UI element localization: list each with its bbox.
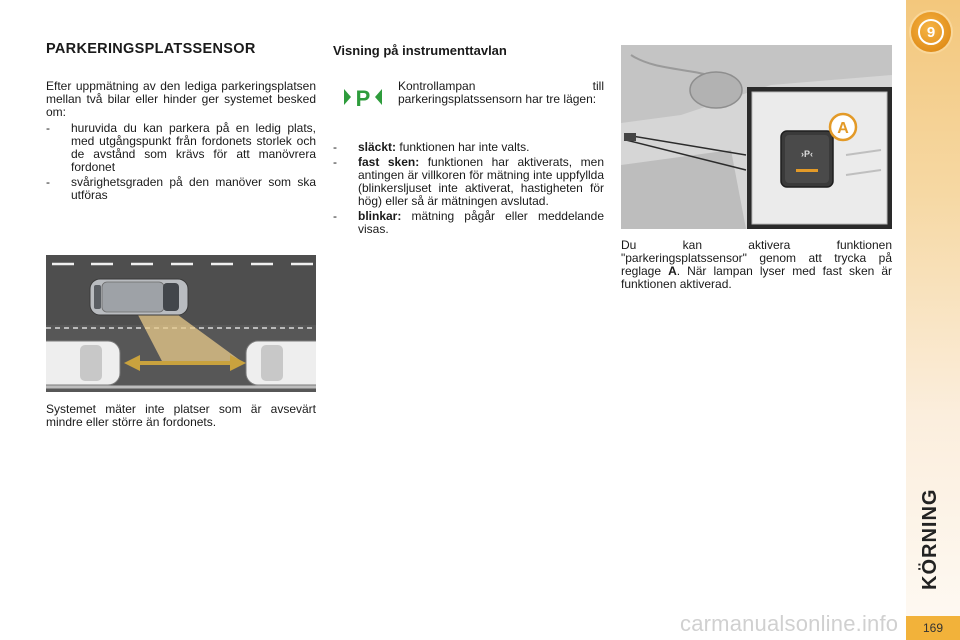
activation-text-1: Du kan aktivera funktionen "parkeringsplatssensor" genom att trycka på reglage [621, 238, 892, 278]
mode-dash: - [333, 140, 337, 154]
mode-text: funktionen har inte valts. [396, 140, 530, 154]
lamp-description: Kontrollampan till parkeringsplatssensorn har tre lägen: [398, 79, 604, 106]
activation-paragraph [621, 239, 892, 291]
bullet-text: huruvida du kan parkera på en ledig plats, med utgångspunkt från fordonets storlek och de avstånd som krävs för att manövrera fordonet [71, 121, 316, 174]
dashboard-button-photo [621, 45, 892, 229]
feature-bullet-list [46, 122, 316, 204]
activation-button-ref: A [668, 264, 677, 278]
mode-label: fast sken: [358, 155, 420, 169]
bullet-item [46, 176, 316, 202]
button-a-label: A [837, 120, 849, 137]
bullet-dash: - [46, 175, 50, 189]
lamp-mode-list [333, 141, 604, 238]
mode-text: funktionen har aktiverats, men antingen är villkoren för mätning inte uppfyllda (blinkersljuset inte aktiverat, hastigheten för hög) eller så är mätningen avslutad. [358, 155, 604, 208]
bullet-dash: - [46, 121, 50, 135]
parking-sensor-title: PARKERINGSPLATSSENSOR [46, 41, 256, 57]
parked-car-front [46, 341, 120, 385]
parking-gap-measurement-illustration [46, 255, 316, 392]
section-title: KÖRNING [919, 488, 941, 590]
svg-text:P: P [355, 86, 371, 110]
intro-paragraph: Efter uppmätning av den lediga parkeringsplatsen mellan två bilar eller hinder ger systemet besked om: [46, 79, 316, 119]
mode-dash: - [333, 155, 337, 169]
illustration-caption: Systemet mäter inte platser som är avsevärt mindre eller större än fordonets. [46, 402, 316, 429]
bullet-item [46, 122, 316, 174]
parking-sensor-indicator-icon [342, 84, 384, 110]
mode-dash: - [333, 209, 337, 223]
dashboard-photo-svg [621, 45, 892, 229]
mode-text: mätning pågår eller meddelande visas. [358, 209, 604, 236]
lamp-mode-item [333, 141, 604, 154]
chapter-badge [911, 12, 951, 52]
button-a-marker [830, 114, 856, 140]
lamp-mode-item [333, 156, 604, 208]
svg-text:›P‹: ›P‹ [801, 149, 813, 159]
page-number: 169 [906, 616, 960, 640]
activation-text-2: . När lampan lyser med fast sken är funktionen aktiverad. [621, 264, 892, 291]
measuring-car [90, 279, 188, 315]
mode-label: blinkar: [358, 209, 402, 223]
bullet-text: svårighetsgraden på den manöver som ska utföras [71, 175, 316, 202]
parking-gap-illustration-svg [46, 255, 316, 392]
chapter-number: 9 [918, 19, 944, 45]
parked-car-rear [246, 341, 316, 385]
lamp-mode-item [333, 210, 604, 236]
display-section-title: Visning på instrumenttavlan [333, 43, 507, 58]
mode-label: släckt: [358, 140, 397, 154]
watermark: carmanualsonline.info [680, 611, 899, 636]
